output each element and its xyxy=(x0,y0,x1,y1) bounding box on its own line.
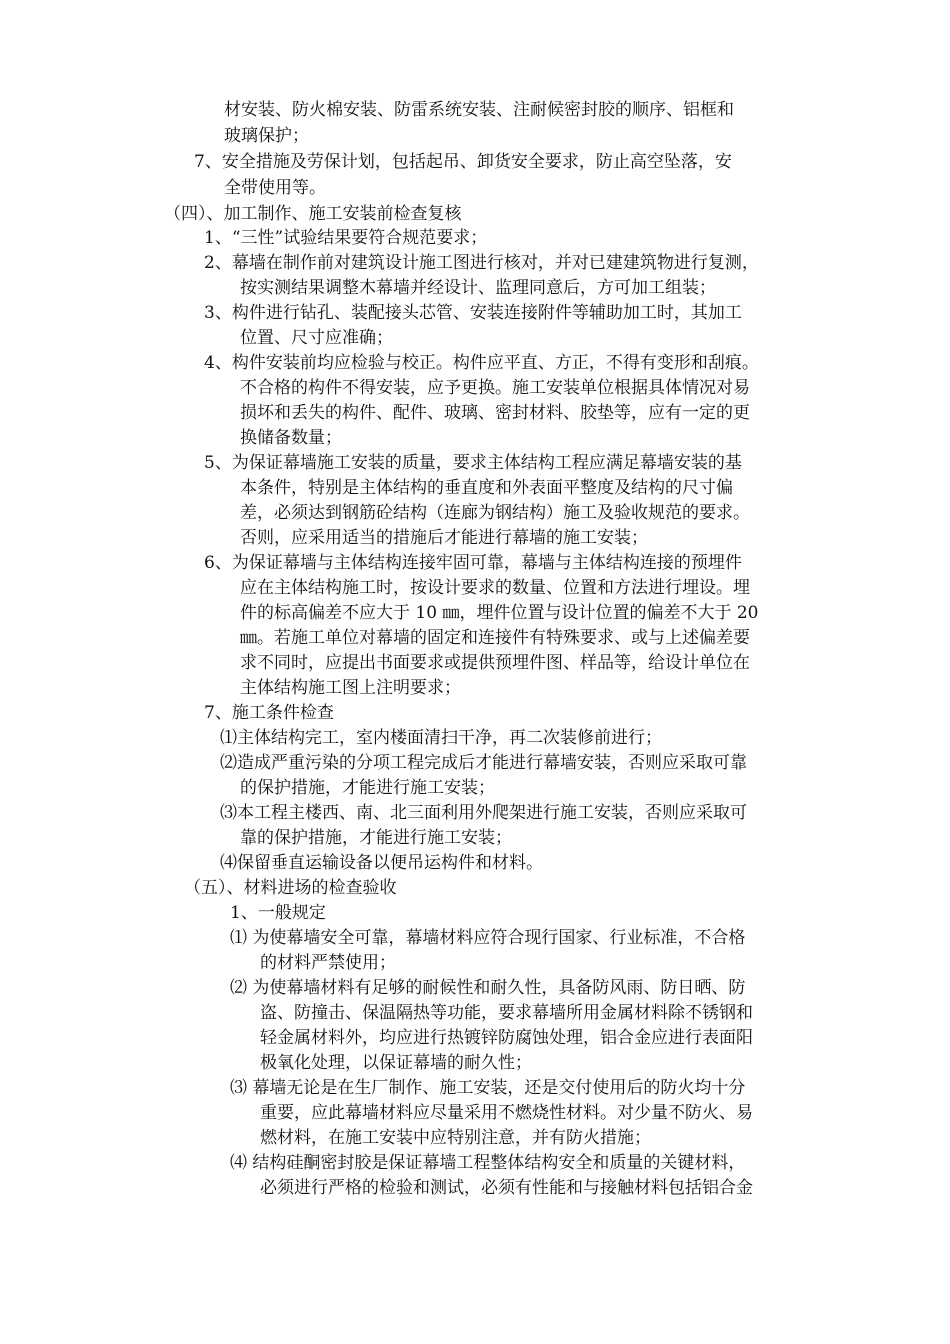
text-line: 5、为保证幕墙施工安装的质量，要求主体结构工程应满足幕墙安装的基 xyxy=(204,453,742,473)
text-line: 位置、尺寸应准确； xyxy=(240,328,393,348)
text-line: 全带使用等。 xyxy=(224,178,326,198)
text-line: 件的标高偏差不应大于 10 ㎜，埋件位置与设计位置的偏差不大于 20 xyxy=(240,603,759,623)
section-heading: （四）、加工制作、施工安装前检查复核 xyxy=(164,204,462,224)
text-line: 的保护措施，才能进行施工安装； xyxy=(240,778,495,798)
text-line: 差，必须达到钢筋砼结构（连廊为钢结构）施工及验收规范的要求。 xyxy=(240,503,750,523)
text-line: 3、构件进行钻孔、装配接头芯管、安装连接附件等辅助加工时，其加工 xyxy=(204,303,742,323)
text-line: 1、“三性”试验结果要符合规范要求； xyxy=(204,228,488,248)
text-line: 的材料严禁使用； xyxy=(260,953,396,973)
text-line: 必须进行严格的检验和测试，必须有性能和与接触材料包括铝合金 xyxy=(260,1178,753,1198)
text-line: 损坏和丢失的构件、配件、玻璃、密封材料、胶垫等，应有一定的更 xyxy=(240,403,750,423)
text-line: 1、一般规定 xyxy=(230,903,326,923)
text-line: ㎜。若施工单位对幕墙的固定和连接件有特殊要求、或与上述偏差要 xyxy=(240,628,750,648)
text-line: 换储备数量； xyxy=(240,428,342,448)
text-line: 主体结构施工图上注明要求； xyxy=(240,678,461,698)
text-line: 2、幕墙在制作前对建筑设计施工图进行核对，并对已建建筑物进行复测， xyxy=(204,253,759,273)
text-line: ⑴ 为使幕墙安全可靠，幕墙材料应符合现行国家、行业标准，不合格 xyxy=(230,928,746,948)
text-line: 应在主体结构施工时，按设计要求的数量、位置和方法进行埋设。埋 xyxy=(240,578,750,598)
text-line: ⑵ 为使幕墙材料有足够的耐候性和耐久性，具备防风雨、防日晒、防 xyxy=(230,978,746,998)
text-line: 极氧化处理，以保证幕墙的耐久性； xyxy=(260,1053,532,1073)
text-line: 7、施工条件检查 xyxy=(204,703,334,723)
text-line: ⑵造成严重污染的分项工程完成后才能进行幕墙安装，否则应采取可靠 xyxy=(220,753,747,773)
section-heading: （五）、材料进场的检查验收 xyxy=(184,878,397,898)
text-line: 6、为保证幕墙与主体结构连接牢固可靠，幕墙与主体结构连接的预埋件 xyxy=(204,553,742,573)
text-line: ⑶本工程主楼西、南、北三面利用外爬架进行施工安装，否则应采取可 xyxy=(220,803,747,823)
text-line: 重要，应此幕墙材料应尽量采用不燃烧性材料。对少量不防火、易 xyxy=(260,1103,753,1123)
text-line: 材安装、防火棉安装、防雷系统安装、注耐候密封胶的顺序、铝框和 xyxy=(224,100,734,120)
text-line: 4、构件安装前均应检验与校正。构件应平直、方正，不得有变形和刮痕。 xyxy=(204,353,759,373)
text-line: ⑶ 幕墙无论是在生厂制作、施工安装，还是交付使用后的防火均十分 xyxy=(230,1078,746,1098)
text-line: ⑴主体结构完工，室内楼面清扫干净，再二次装修前进行； xyxy=(220,728,662,748)
text-line: 轻金属材料外，均应进行热镀锌防腐蚀处理，铝合金应进行表面阳 xyxy=(260,1028,753,1048)
text-line: 7、安全措施及劳保计划，包括起吊、卸货安全要求，防止高空坠落，安 xyxy=(194,152,732,172)
text-line: ⑷保留垂直运输设备以便吊运构件和材料。 xyxy=(220,853,543,873)
text-line: 盗、防撞击、保温隔热等功能，要求幕墙所用金属材料除不锈钢和 xyxy=(260,1003,753,1023)
text-line: 否则，应采用适当的措施后才能进行幕墙的施工安装； xyxy=(240,528,648,548)
text-line: 求不同时，应提出书面要求或提供预埋件图、样品等，给设计单位在 xyxy=(240,653,750,673)
text-line: 燃材料，在施工安装中应特别注意，并有防火措施； xyxy=(260,1128,651,1148)
text-line: 不合格的构件不得安装，应予更换。施工安装单位根据具体情况对易 xyxy=(240,378,750,398)
text-line: 本条件，特别是主体结构的垂直度和外表面平整度及结构的尺寸偏 xyxy=(240,478,733,498)
text-line: 按实测结果调整木幕墙并经设计、监理同意后，方可加工组装； xyxy=(240,278,716,298)
text-line: ⑷ 结构硅酮密封胶是保证幕墙工程整体结构安全和质量的关键材料， xyxy=(230,1153,746,1173)
text-line: 玻璃保护； xyxy=(224,126,309,146)
text-line: 靠的保护措施，才能进行施工安装； xyxy=(240,828,512,848)
